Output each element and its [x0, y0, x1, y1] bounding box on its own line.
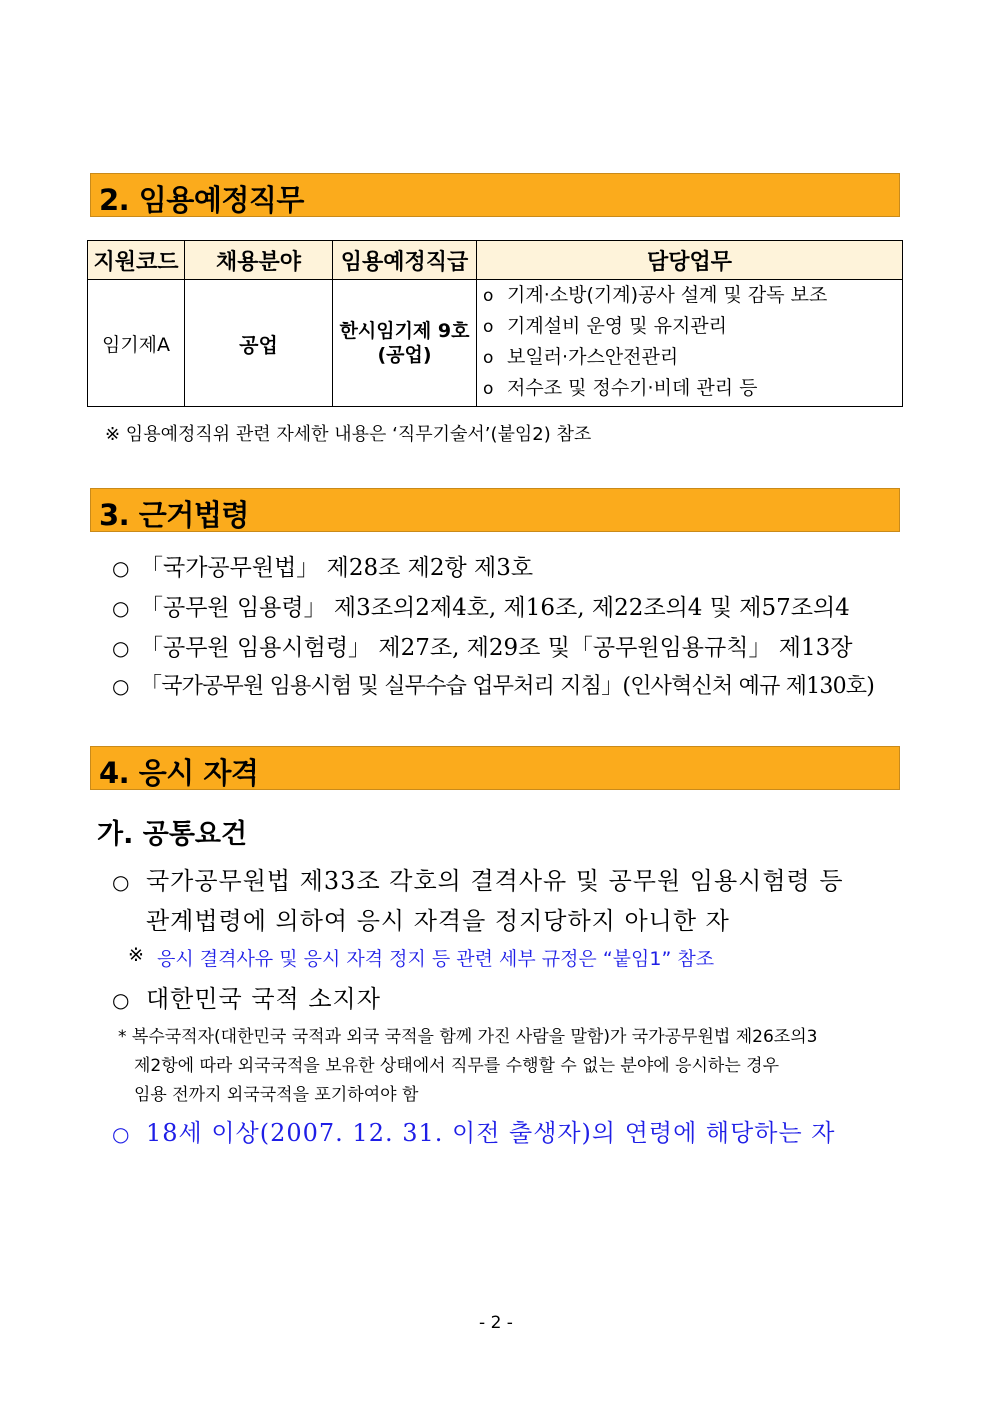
section-2-title: 2. 임용예정직무 — [99, 183, 304, 217]
section-4-header — [90, 746, 900, 790]
col-header-grade: 임용예정직급 — [333, 241, 477, 280]
bullet: o — [483, 379, 494, 399]
bullet: ○ — [112, 636, 130, 660]
duty-text: 보일러·가스안전관리 — [507, 346, 679, 368]
job-table — [87, 240, 903, 407]
disqualification-note: 응시 결격사유 및 응시 자격 정지 등 관련 세부 규정은 “붙임1” 참조 — [157, 948, 715, 970]
bullet: ○ — [112, 1122, 130, 1146]
duty-item — [477, 342, 902, 373]
section-3-header — [90, 488, 900, 532]
page-number: - 2 - — [479, 1313, 513, 1333]
requirement-text: 국가공무원법 제33조 각호의 결격사유 및 공무원 임용시험령 등 — [146, 867, 844, 895]
cell-code: 임기제A — [88, 280, 185, 407]
col-header-duties: 담당업무 — [477, 241, 903, 280]
law-item — [112, 589, 850, 622]
bullet: ○ — [112, 556, 130, 580]
bullet: ○ — [112, 870, 130, 894]
law-text: 「국가공무원법」 제28조 제2항 제3호 — [140, 555, 534, 581]
law-text: 「공무원 임용령」 제3조의2제4호, 제16조, 제22조의4 및 제57조의4 — [140, 595, 850, 621]
table-row — [88, 280, 903, 407]
requirement-text: 대한민국 국적 소지자 — [146, 985, 381, 1013]
requirement-item — [112, 979, 381, 1014]
law-item — [112, 629, 852, 662]
law-item — [112, 549, 533, 582]
subsection-title: 가. 공통요건 — [97, 819, 248, 850]
bullet: o — [483, 286, 494, 306]
duty-text: 저수조 및 정수기·비데 관리 등 — [507, 377, 758, 399]
col-header-code: 지원코드 — [88, 241, 185, 280]
duty-item — [477, 373, 902, 404]
duty-text: 기계설비 운영 및 유지관리 — [507, 315, 728, 337]
footnote-line: * 복수국적자(대한민국 국적과 외국 국적을 함께 가진 사람을 말함)가 국가공무원법 제26조의3 — [118, 1027, 818, 1047]
grade-line-2: (공업) — [377, 344, 432, 366]
bullet: o — [483, 348, 494, 368]
section-4-title: 4. 응시 자격 — [99, 756, 259, 790]
footnote-line: 제2항에 따라 외국국적을 보유한 상태에서 직무를 수행할 수 없는 분야에 응시하는 경우 — [134, 1056, 780, 1076]
requirement-item — [112, 861, 844, 896]
duty-text: 기계·소방(기계)공사 설계 및 감독 보조 — [507, 284, 828, 306]
law-text: 「공무원 임용시험령」 제27조, 제29조 및「공무원임용규칙」 제13장 — [140, 635, 853, 661]
cell-grade — [333, 280, 477, 407]
bullet: o — [483, 317, 494, 337]
cell-field: 공업 — [185, 280, 333, 407]
col-header-field: 채용분야 — [185, 241, 333, 280]
duty-item — [477, 280, 902, 311]
requirement-item — [112, 1113, 835, 1148]
section-2-header — [90, 173, 900, 217]
note-mark: ※ — [128, 944, 144, 966]
cell-duties — [477, 280, 903, 407]
section-2-note: ※ 임용예정직위 관련 자세한 내용은 ‘직무기술서’(붙임2) 참조 — [105, 424, 592, 445]
requirement-text: 18세 이상(2007. 12. 31. 이전 출생자)의 연령에 해당하는 자 — [146, 1119, 836, 1147]
duty-item — [477, 311, 902, 342]
table-header-row — [88, 241, 903, 280]
bullet: ○ — [112, 674, 129, 698]
footnote-line: 임용 전까지 외국국적을 포기하여야 함 — [134, 1085, 419, 1105]
bullet: ○ — [112, 596, 130, 620]
requirement-continuation: 관계법령에 의하여 응시 자격을 정지당하지 아니한 자 — [146, 907, 730, 935]
bullet: ○ — [112, 988, 130, 1012]
section-3-title: 3. 근거법령 — [99, 498, 249, 532]
law-item — [112, 669, 874, 700]
grade-line-1: 한시임기제 9호 — [339, 320, 470, 342]
law-text: 「국가공무원 임용시험 및 실무수습 업무처리 지침」(인사혁신처 예규 제130호) — [140, 674, 875, 699]
